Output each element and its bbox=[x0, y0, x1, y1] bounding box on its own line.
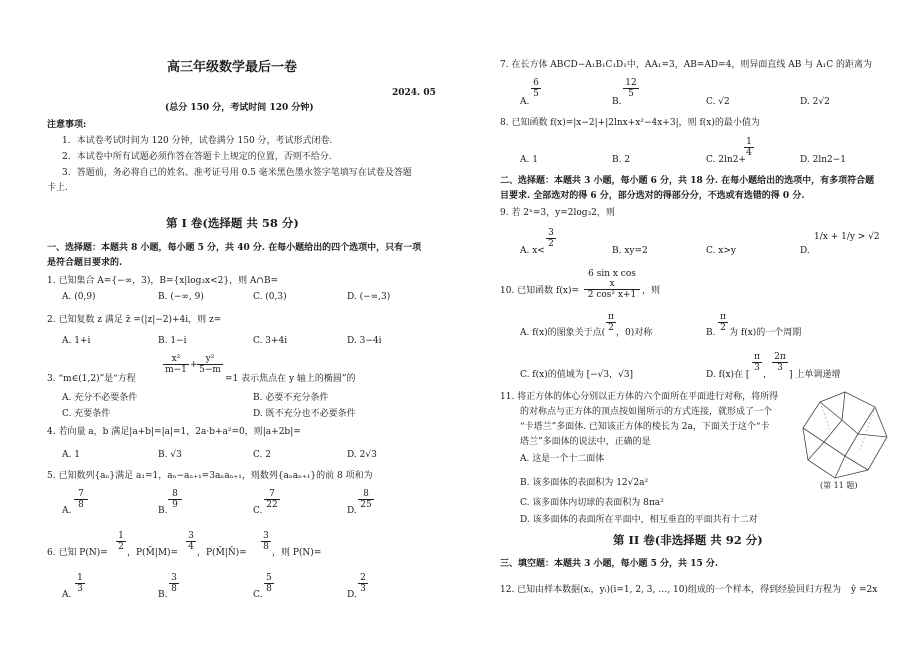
q2-option-b: B. 1−i bbox=[158, 336, 187, 346]
q11-option-a: A. 这是一个十二面体 bbox=[520, 454, 605, 464]
question-1: 1. 已知集合 A={−∞，3)，B={x|log₃x<2}，则 A∩B= bbox=[47, 276, 279, 286]
q6-fraction-2: $\frac{3}{4}$ bbox=[186, 531, 196, 552]
q10-fraction: $\frac{\text{6 sin x cos x}}{\text{2 cos² x+1}}$ bbox=[584, 269, 640, 300]
q2-option-d: D. 3−4i bbox=[347, 336, 382, 346]
question-9: 9. 若 2ˣ=3，y=2log₃2，则 bbox=[500, 208, 615, 218]
q7-option-b-fraction: $\frac{12}{5}$ bbox=[623, 78, 639, 99]
q7-option-a-label: A. bbox=[520, 97, 530, 107]
q8-option-c: C. 2ln2+ bbox=[706, 155, 746, 165]
question-6-part3: ，P(M̄|N̄)= bbox=[197, 548, 247, 558]
q6-fraction-1: $\frac{1}{2}$ bbox=[116, 531, 126, 552]
q6-option-c-fraction: $\frac{5}{8}$ bbox=[264, 573, 274, 594]
question-12-equation: ŷ =2x bbox=[851, 585, 878, 595]
q7-option-d: D. 2√2 bbox=[800, 97, 830, 107]
q1-option-b: B. (−∞, 9) bbox=[158, 292, 204, 302]
q9-option-d: D. bbox=[800, 246, 810, 256]
q2-option-c: C. 3+4i bbox=[253, 336, 288, 346]
figure-caption: (第 11 题) bbox=[820, 481, 858, 490]
q4-option-b: B. √3 bbox=[158, 450, 182, 460]
question-4: 4. 若向量 a，b 满足|a+b|=|a|=1，2a·b+a²=0，则|a+2b|= bbox=[47, 427, 301, 437]
q11-option-b: B. 该多面体的表面积为 12√2a² bbox=[520, 478, 649, 488]
exam-title: 高三年级数学最后一卷 bbox=[167, 60, 298, 75]
q3-fraction-2: $\frac{\text{y²}}{5-m}$ bbox=[197, 354, 223, 375]
q9-option-b: B. xy=2 bbox=[612, 246, 648, 256]
q7-option-c: C. √2 bbox=[706, 97, 730, 107]
q5-option-c-fraction: $\frac{7}{22}$ bbox=[264, 489, 280, 510]
q4-option-a: A. 1 bbox=[62, 450, 80, 460]
notice-1: 1．本试卷考试时间为 120 分钟，试卷满分 150 分，考试形式闭卷. bbox=[62, 136, 333, 146]
q4-option-c: C. 2 bbox=[253, 450, 272, 460]
q1-option-c: C. (0,3) bbox=[253, 292, 287, 302]
question-10-cont: ，则 bbox=[642, 286, 661, 296]
question-6-part2: ，P(M̄|M)= bbox=[127, 548, 179, 558]
question-3-cont: =1 表示焦点在 y 轴上的椭圆”的 bbox=[225, 374, 356, 384]
question-11-line2: 的对称点与正方体的顶点按如图所示的方式连接，就形成了一个 bbox=[520, 407, 773, 417]
exam-subtitle: (总分 150 分，考试时间 120 分钟) bbox=[165, 103, 314, 113]
q4-option-d: D. 2√3 bbox=[347, 450, 377, 460]
q5-option-c-label: C. bbox=[253, 506, 263, 516]
section2-instructions: 二、选择题：本题共 3 小题，每小题 6 分，共 18 分. 在每小题给出的选项中，有多项符合题 bbox=[500, 176, 875, 186]
question-6-part4: ，则 P(N)= bbox=[272, 548, 322, 558]
q10-option-d-comma: ， bbox=[763, 370, 773, 380]
q5-option-d-fraction: $\frac{8}{25}$ bbox=[358, 489, 374, 510]
question-5: 5. 已知数列{aₙ}满足 a₁=1，aₙ−aₙ₊₁=3aₙaₙ₊₁，则数列{aₙaₙ₊₁}的前 8 项和为 bbox=[47, 471, 373, 481]
part1-heading: 第 I 卷(选择题 共 58 分) bbox=[166, 216, 299, 230]
q8-option-b: B. 2 bbox=[612, 155, 631, 165]
q5-option-d-label: D. bbox=[347, 506, 357, 516]
q6-option-c-label: C. bbox=[253, 590, 263, 600]
q11-option-d: D. 该多面体的表面所在平面中，相互垂直的平面共有十二对 bbox=[520, 515, 758, 525]
q10-option-a: A. f(x)的图象关于点( bbox=[520, 328, 606, 338]
q3-option-a: A. 充分不必要条件 bbox=[62, 393, 138, 403]
question-7: 7. 在长方体 ABCD−A₁B₁C₁D₁中，AA₁=3，AB=AD=4，则异面直线 AB 与 A₁C 的距离为 bbox=[500, 60, 872, 70]
q8-option-c-fraction: $\frac{1}{4}$ bbox=[744, 137, 754, 158]
question-3: 3. “m∈(1,2)”是“方程 bbox=[47, 374, 136, 384]
question-6: 6. 已知 P(N)= bbox=[47, 548, 108, 558]
q3-option-d: D. 既不充分也不必要条件 bbox=[253, 409, 356, 419]
notice-2: 2．本试卷中所有试题必须作答在答题卡上规定的位置，否则不给分. bbox=[62, 152, 332, 162]
q3-option-c: C. 充要条件 bbox=[62, 409, 111, 419]
q8-option-d: D. 2ln2−1 bbox=[800, 155, 847, 165]
q5-option-a-fraction: $\frac{7}{8}$ bbox=[74, 489, 88, 510]
q6-option-b-fraction: $\frac{3}{8}$ bbox=[169, 573, 179, 594]
question-11-line1: 11. 将正方体的体心分别以正方体的六个面所在平面进行对称，将所得 bbox=[500, 392, 779, 402]
q5-option-a-label: A. bbox=[62, 506, 72, 516]
q7-option-a-fraction: $\frac{6}{5}$ bbox=[531, 78, 541, 99]
q11-option-c: C. 该多面体内切球的表面积为 8πa² bbox=[520, 498, 664, 508]
rhombic-dodecahedron-diagram bbox=[800, 390, 890, 480]
notice-heading: 注意事项: bbox=[47, 120, 87, 130]
question-8: 8. 已知函数 f(x)=|x−2|+|2lnx+x²−4x+3|，则 f(x)的最小值为 bbox=[500, 118, 760, 128]
q6-option-a-label: A. bbox=[62, 590, 72, 600]
q10-option-d-fraction-1: $\frac{\pi}{3}$ bbox=[752, 352, 762, 373]
q3-plus: + bbox=[190, 360, 198, 370]
question-10: 10. 已知函数 f(x)= bbox=[500, 286, 580, 296]
question-11-line4: 塔兰”多面体的说法中，正确的是 bbox=[520, 437, 651, 447]
q1-option-a: A. (0,9) bbox=[62, 292, 96, 302]
q10-option-b-label: B. bbox=[706, 328, 716, 338]
q9-option-d-expression: 1/x + 1/y > √2 bbox=[814, 232, 880, 242]
q10-option-d-cont: ] 上单调递增 bbox=[789, 370, 841, 380]
q6-option-b-label: B. bbox=[158, 590, 168, 600]
question-2: 2. 已知复数 z 满足 z̄ =(|z|−2)+4i，则 z= bbox=[47, 315, 222, 325]
q7-option-b-label: B. bbox=[612, 97, 622, 107]
section1-instructions-cont: 是符合题目要求的. bbox=[47, 258, 123, 268]
q6-fraction-3: $\frac{3}{8}$ bbox=[261, 531, 271, 552]
q9-option-c: C. x>y bbox=[706, 246, 736, 256]
q3-option-b: B. 必要不充分条件 bbox=[253, 393, 329, 403]
q5-option-b-label: B. bbox=[158, 506, 168, 516]
q10-option-b: 为 f(x)的一个周期 bbox=[729, 328, 802, 338]
q8-option-a: A. 1 bbox=[520, 155, 538, 165]
q10-option-a-cont: ，0)对称 bbox=[616, 328, 653, 338]
q10-option-b-fraction: $\frac{\pi}{2}$ bbox=[718, 312, 728, 333]
polyhedron-figure bbox=[800, 390, 890, 490]
notice-3: 3．答题前，务必将自己的姓名、准考证号用 0.5 毫米黑色墨水签字笔填写在试卷及答题 bbox=[62, 168, 412, 178]
section2-instructions-cont: 目要求. 全部选对的得 6 分，部分选对的得部分分，不选或有选错的得 0 分. bbox=[500, 191, 805, 201]
q6-option-a-fraction: $\frac{1}{3}$ bbox=[75, 573, 85, 594]
question-12: 12. 已知由样本数据(xᵢ，yᵢ)(i=1, 2, 3, …, 10)组成的一个样本，得到经验回归方程为 bbox=[500, 585, 841, 595]
q9-option-a: A. x< bbox=[520, 246, 545, 256]
question-11-line3: “卡塔兰”多面体. 已知该正方体的棱长为 2a，下面关于这个“卡 bbox=[520, 422, 770, 432]
q10-option-d-fraction-2: $\frac{2\pi}{3}$ bbox=[772, 352, 788, 373]
q10-option-d: D. f(x)在 [ bbox=[706, 370, 750, 380]
section3-instructions: 三、填空题：本题共 3 小题，每小题 5 分，共 15 分. bbox=[500, 559, 718, 569]
notice-3-cont: 卡上. bbox=[47, 183, 68, 193]
part2-heading: 第 II 卷(非选择题 共 92 分) bbox=[613, 533, 763, 547]
q6-option-d-fraction: $\frac{2}{3}$ bbox=[358, 573, 368, 594]
exam-date: 2024. 05 bbox=[392, 88, 436, 98]
q10-option-c: C. f(x)的值域为 [−√3，√3] bbox=[520, 370, 634, 380]
q1-option-d: D. (−∞,3) bbox=[347, 292, 391, 302]
q5-option-b-fraction: $\frac{8}{9}$ bbox=[168, 489, 182, 510]
q6-option-d-label: D. bbox=[347, 590, 357, 600]
q9-option-a-fraction: $\frac{3}{2}$ bbox=[546, 228, 556, 249]
q2-option-a: A. 1+i bbox=[62, 336, 91, 346]
section1-instructions: 一、选择题：本题共 8 小题，每小题 5 分，共 40 分. 在每小题给出的四个选项中，只有一项 bbox=[47, 243, 422, 253]
q10-option-a-fraction: $\frac{\pi}{2}$ bbox=[606, 312, 616, 333]
q3-fraction-1: $\frac{\text{x²}}{m-1}$ bbox=[163, 354, 189, 375]
